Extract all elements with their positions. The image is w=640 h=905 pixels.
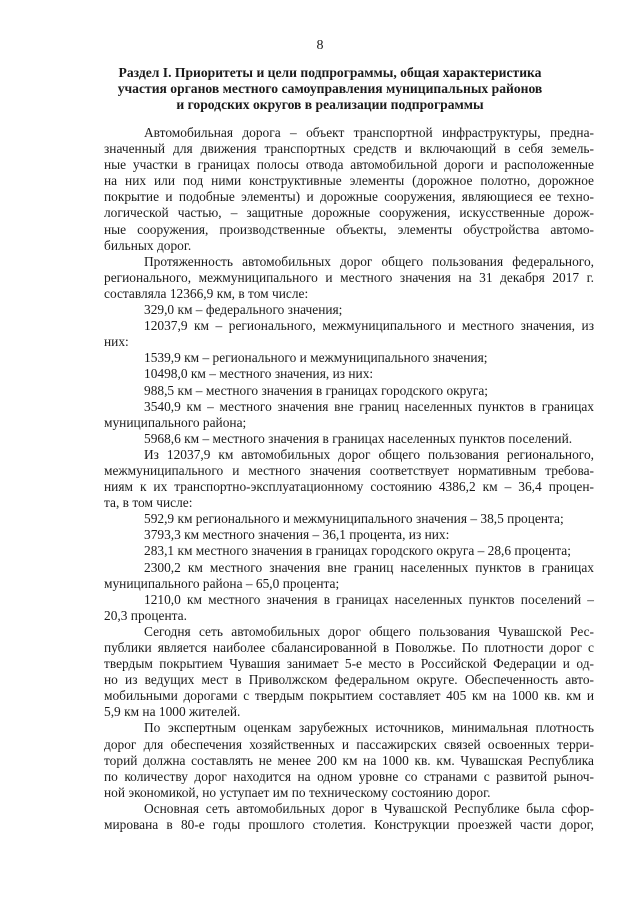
text-line: 3540,9 км – местного значения вне границ населенных пунктов в границах bbox=[144, 398, 594, 414]
text-line: Из 12037,9 км автомобильных дорог общего пользования регионального, bbox=[144, 446, 594, 462]
text-line: 2300,2 км местного значения вне границ населенных пунктов в границах bbox=[144, 559, 594, 575]
text-line: но из ведущих мест в Приволжском федеральном округе. Обеспеченность авто- bbox=[104, 672, 594, 688]
text-line: 5968,6 км – местного значения в границах населенных пунктов поселений. bbox=[144, 430, 573, 446]
text-line: 20,3 процента. bbox=[104, 607, 187, 623]
section-heading-line: и городских округов в реализации подпрограммы bbox=[176, 97, 484, 112]
text-line: дорог для обеспечения хозяйственных и пассажирских связей освоенных терри- bbox=[104, 736, 594, 752]
text-line: логической частью, – защитные дорожные сооружения, искусственные дорож- bbox=[104, 205, 594, 221]
section-heading-line: Раздел I. Приоритеты и цели подпрограммы, общая характеристика bbox=[118, 65, 542, 80]
text-line: регионального, межмуниципального и местного значения на 31 декабря 2017 г. bbox=[104, 269, 594, 285]
text-line: ные сооружения, производственные объекты, элементы обустройства автомо- bbox=[104, 221, 594, 237]
text-line: Автомобильная дорога – объект транспортной инфраструктуры, предна- bbox=[144, 125, 594, 140]
text-line: 592,9 км регионального и межмуниципального значения – 38,5 процента; bbox=[144, 511, 564, 527]
text-line: межмуниципального и местного значения соответствует нормативным требова- bbox=[104, 462, 594, 478]
text-line: по количеству дорог находится на одном уровне со странами с развитой рыноч- bbox=[104, 768, 594, 784]
text-line: Протяженность автомобильных дорог общего пользования федерального, bbox=[144, 253, 594, 269]
section-heading-line: участия органов местного самоуправления муниципальных районов bbox=[117, 81, 543, 96]
text-line: мобильными дорогами с твердым покрытием составляет 405 км на 1000 кв. км и bbox=[104, 688, 594, 704]
text-line: 10498,0 км – местного значения, из них: bbox=[144, 366, 374, 382]
text-line: По экспертным оценкам зарубежных источников, минимальная плотность bbox=[144, 720, 594, 736]
text-line: ные участки в границах полосы отвода автомобильной дороги и расположенные bbox=[104, 157, 594, 173]
text-line: ниям к их транспортно-эксплуатационному состоянию 4386,2 км – 36,4 процен- bbox=[104, 479, 594, 495]
text-line: мирована в 80-е годы прошлого столетия. Конструкции проезжей части дорог, bbox=[104, 817, 594, 833]
text-line: значенный для движения транспортных средств и включающий в себя земель- bbox=[104, 141, 594, 157]
text-line: бильных дорог. bbox=[104, 237, 192, 253]
text-line: 329,0 км – федерального значения; bbox=[144, 302, 343, 318]
text-line: на них или под ними конструктивные элементы (дорожное полотно, дорожное bbox=[104, 173, 594, 189]
text-line: та, в том числе: bbox=[104, 495, 193, 511]
body-text bbox=[104, 125, 594, 833]
text-line: составляла 12366,9 км, в том числе: bbox=[104, 285, 309, 301]
text-line: 1539,9 км – регионального и межмуниципального значения; bbox=[144, 350, 488, 366]
text-line: Сегодня сеть автомобильных дорог общего пользования Чувашской Рес- bbox=[144, 623, 594, 639]
text-line: 988,5 км – местного значения в границах городского округа; bbox=[144, 382, 489, 398]
text-line: твердым покрытием Чувашия занимает 5-е место в Российской Федерации и од- bbox=[104, 656, 594, 672]
page-number: 8 bbox=[316, 38, 324, 53]
text-line: 5,9 км на 1000 жителей. bbox=[104, 704, 241, 720]
text-line: торий должна составлять не менее 200 км на 1000 кв. км. Чувашская Республика bbox=[104, 752, 594, 768]
text-line: ной экономикой, но уступает им по техническому состоянию дорог. bbox=[104, 784, 491, 800]
section-heading bbox=[100, 65, 560, 113]
text-line: 1210,0 км местного значения в границах населенных пунктов поселений – bbox=[144, 591, 594, 607]
text-line: публики является наиболее сбалансированной в Поволжье. По плотности дорог с bbox=[104, 640, 594, 655]
text-line: муниципального района; bbox=[104, 414, 247, 430]
text-line: 283,1 км местного значения в границах городского округа – 28,6 процента; bbox=[144, 543, 571, 559]
text-line: 3793,3 км местного значения – 36,1 процента, из них: bbox=[144, 527, 450, 543]
text-line: них: bbox=[104, 334, 129, 350]
text-line: покрытие и подобные элементы) и дорожные сооружения, являющиеся ее техно- bbox=[104, 189, 594, 205]
text-line: 12037,9 км – регионального, межмуниципального и местного значения, из bbox=[144, 318, 594, 334]
text-line: Основная сеть автомобильных дорог в Чувашской Республике была сфор- bbox=[144, 800, 594, 816]
text-line: муниципального района – 65,0 процента; bbox=[104, 575, 340, 591]
